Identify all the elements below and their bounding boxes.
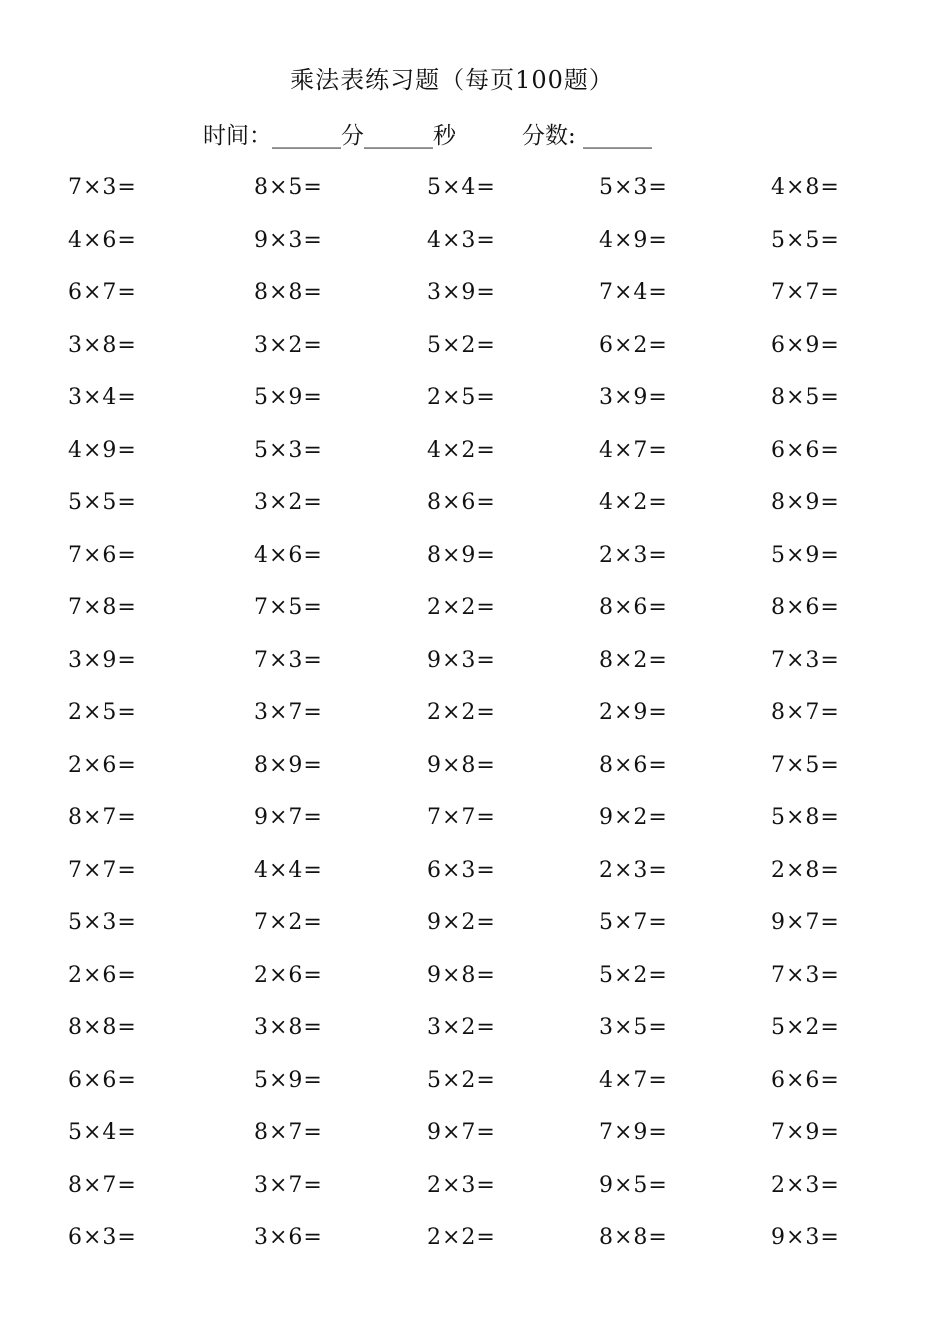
minute-label: 分 — [341, 123, 364, 149]
minute-blank: ______ — [272, 123, 341, 149]
problem-item: 6×3= — [427, 857, 496, 883]
problem-item: 2×3= — [771, 1172, 840, 1198]
problem-item: 3×9= — [68, 647, 137, 673]
problem-item: 5×5= — [771, 227, 840, 253]
problem-item: 4×6= — [254, 542, 323, 568]
problem-grid — [0, 170, 950, 1273]
problem-item: 9×3= — [254, 227, 323, 253]
problem-item: 9×7= — [771, 910, 840, 935]
problem-item: 7×9= — [771, 1120, 840, 1145]
problem-item: 8×9= — [427, 542, 496, 568]
problem-item: 5×2= — [771, 1015, 840, 1040]
problem-item: 7×5= — [254, 595, 323, 620]
problem-row — [0, 1063, 950, 1116]
problem-item: 7×7= — [427, 805, 496, 830]
problem-item: 7×7= — [771, 280, 840, 305]
problem-item: 8×9= — [254, 752, 323, 778]
problem-item: 5×8= — [771, 805, 840, 830]
problem-item: 7×4= — [599, 280, 668, 305]
problem-item: 9×3= — [427, 647, 496, 673]
problem-item: 2×2= — [427, 700, 496, 725]
problem-item: 3×6= — [254, 1225, 323, 1250]
problem-item: 5×4= — [427, 175, 496, 200]
problem-item: 4×2= — [427, 437, 496, 463]
problem-item: 8×9= — [771, 490, 840, 515]
page-title: 乘法表练习题（每页100题） — [290, 66, 614, 94]
problem-item: 7×9= — [599, 1120, 668, 1145]
problem-item: 5×3= — [599, 175, 668, 200]
problem-item: 8×6= — [771, 595, 840, 620]
score-blank: ______ — [575, 123, 653, 149]
problem-item: 2×6= — [68, 752, 137, 778]
problem-item: 4×8= — [771, 175, 840, 200]
problem-item: 8×8= — [68, 1015, 137, 1040]
problem-item: 6×3= — [68, 1225, 137, 1250]
problem-row — [0, 590, 950, 643]
problem-item: 9×8= — [427, 962, 496, 988]
problem-item: 3×2= — [254, 490, 323, 515]
problem-item: 2×9= — [599, 700, 668, 725]
problem-item: 9×2= — [427, 910, 496, 935]
problem-item: 8×5= — [254, 175, 323, 200]
problem-row — [0, 853, 950, 906]
problem-row — [0, 1010, 950, 1063]
problem-row — [0, 170, 950, 223]
problem-row — [0, 223, 950, 276]
problem-item: 8×5= — [771, 385, 840, 410]
problem-item: 2×3= — [599, 542, 668, 568]
problem-item: 5×3= — [254, 437, 323, 463]
problem-item: 5×5= — [68, 490, 137, 515]
problem-item: 3×4= — [68, 385, 137, 410]
problem-item: 8×7= — [254, 1120, 323, 1145]
problem-item: 2×8= — [771, 857, 840, 883]
problem-row — [0, 538, 950, 591]
problem-item: 3×2= — [254, 332, 323, 358]
problem-item: 5×9= — [254, 385, 323, 410]
problem-item: 4×6= — [68, 227, 137, 253]
problem-item: 4×4= — [254, 857, 323, 883]
second-blank: ______ — [364, 123, 433, 149]
problem-item: 6×6= — [771, 1067, 840, 1093]
problem-item: 2×5= — [427, 385, 496, 410]
problem-item: 2×6= — [68, 962, 137, 988]
problem-item: 7×3= — [254, 647, 323, 673]
problem-item: 2×2= — [427, 1225, 496, 1250]
problem-item: 6×2= — [599, 332, 668, 358]
problem-item: 9×7= — [254, 805, 323, 830]
problem-item: 8×6= — [599, 595, 668, 620]
problem-item: 9×8= — [427, 752, 496, 778]
problem-item: 9×7= — [427, 1120, 496, 1145]
problem-item: 8×7= — [68, 1172, 137, 1198]
problem-item: 7×6= — [68, 542, 137, 568]
problem-item: 8×8= — [254, 280, 323, 305]
problem-item: 2×5= — [68, 700, 137, 725]
problem-item: 6×7= — [68, 280, 137, 305]
problem-row — [0, 1168, 950, 1221]
problem-item: 4×3= — [427, 227, 496, 253]
problem-item: 5×3= — [68, 910, 137, 935]
problem-item: 5×2= — [427, 1067, 496, 1093]
problem-item: 7×3= — [771, 962, 840, 988]
problem-item: 5×9= — [254, 1067, 323, 1093]
score-label: 分数: — [522, 123, 576, 149]
problem-row — [0, 800, 950, 853]
problem-item: 3×8= — [254, 1015, 323, 1040]
problem-item: 7×7= — [68, 857, 137, 883]
problem-item: 9×2= — [599, 805, 668, 830]
problem-item: 6×6= — [771, 437, 840, 463]
problem-item: 4×9= — [599, 227, 668, 253]
problem-item: 4×7= — [599, 1067, 668, 1093]
problem-item: 8×7= — [771, 700, 840, 725]
problem-item: 2×3= — [599, 857, 668, 883]
problem-row — [0, 1115, 950, 1168]
problem-item: 3×2= — [427, 1015, 496, 1040]
problem-item: 8×2= — [599, 647, 668, 673]
problem-row — [0, 328, 950, 381]
problem-item: 4×2= — [599, 490, 668, 515]
problem-row — [0, 275, 950, 328]
problem-item: 5×2= — [599, 962, 668, 988]
problem-item: 3×9= — [599, 385, 668, 410]
problem-item: 6×6= — [68, 1067, 137, 1093]
problem-row — [0, 380, 950, 433]
problem-item: 3×9= — [427, 280, 496, 305]
problem-item: 5×7= — [599, 910, 668, 935]
problem-item: 7×3= — [68, 175, 137, 200]
time-label: 时间： — [203, 123, 272, 149]
problem-item: 5×9= — [771, 542, 840, 568]
problem-row — [0, 695, 950, 748]
problem-item: 4×9= — [68, 437, 137, 463]
problem-item: 7×8= — [68, 595, 137, 620]
problem-item: 7×3= — [771, 647, 840, 673]
problem-item: 7×2= — [254, 910, 323, 935]
problem-item: 8×8= — [599, 1225, 668, 1250]
problem-item: 4×7= — [599, 437, 668, 463]
problem-row — [0, 1220, 950, 1273]
problem-item: 8×7= — [68, 805, 137, 830]
problem-row — [0, 485, 950, 538]
problem-item: 9×3= — [771, 1225, 840, 1250]
second-label: 秒 — [433, 123, 456, 149]
problem-item: 8×6= — [427, 490, 496, 515]
problem-item: 3×8= — [68, 332, 137, 358]
problem-item: 5×2= — [427, 332, 496, 358]
problem-item: 7×5= — [771, 752, 840, 778]
problem-item: 5×4= — [68, 1120, 137, 1145]
problem-row — [0, 748, 950, 801]
problem-item: 6×9= — [771, 332, 840, 358]
problem-item: 3×7= — [254, 700, 323, 725]
problem-item: 2×2= — [427, 595, 496, 620]
problem-item: 9×5= — [599, 1172, 668, 1198]
problem-item: 3×5= — [599, 1015, 668, 1040]
problem-item: 3×7= — [254, 1172, 323, 1198]
problem-row — [0, 643, 950, 696]
problem-item: 2×6= — [254, 962, 323, 988]
problem-row — [0, 905, 950, 958]
problem-row — [0, 958, 950, 1011]
time-score-line — [203, 118, 652, 154]
problem-item: 2×3= — [427, 1172, 496, 1198]
problem-row — [0, 433, 950, 486]
problem-item: 8×6= — [599, 752, 668, 778]
